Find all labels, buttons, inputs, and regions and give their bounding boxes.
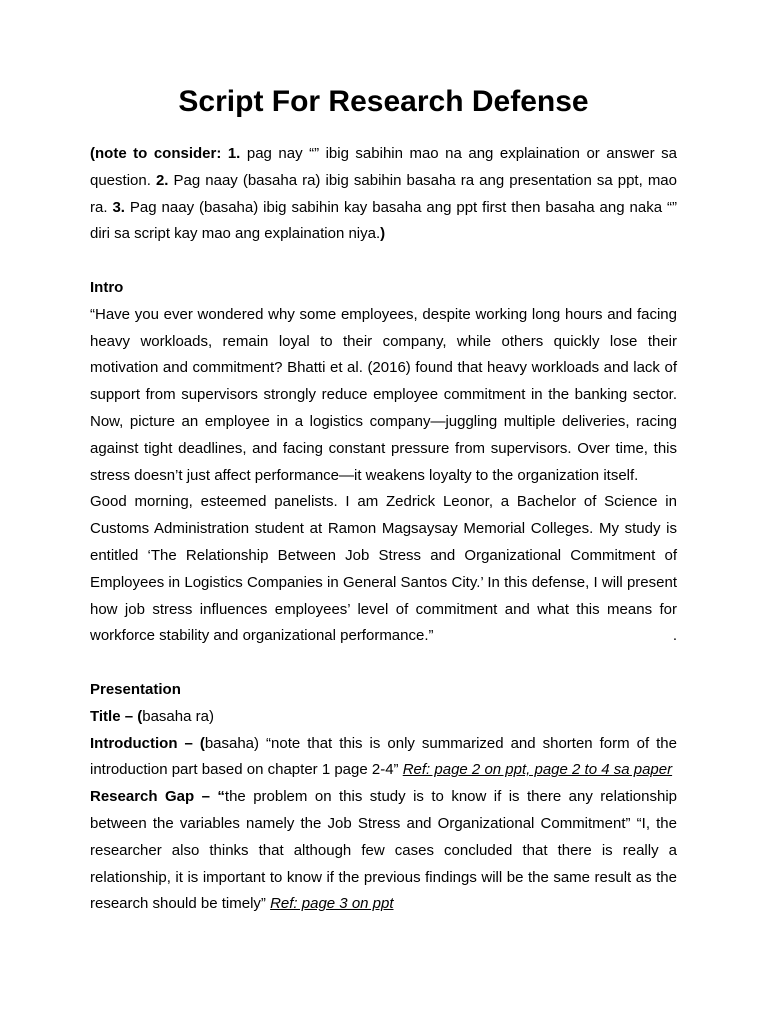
intro-paragraph-2-text: Good morning, esteemed panelists. I am Zedrick Leonor, a Bachelor of Science in Customs Administration student at Ramon Magsaysay Memorial Colleges. My study is entitled ‘The Relationship Between Job Stress and Organizational Commitment of Employees in Logistics Companies in General Santos City.’ In this defense, I will present how job stress influences employees’ level of commitment and what this means for workforce stability and organizational performance.” [90, 493, 677, 645]
title-text: basaha ra) [142, 707, 214, 725]
spacer [90, 650, 677, 677]
spacer [90, 248, 677, 275]
research-gap-ref: Ref: page 3 on ppt [270, 895, 394, 913]
note-lead: (note to consider: 1. [90, 145, 241, 162]
note-paragraph [90, 141, 677, 248]
note-text-3: Pag naay (basaha) ibig sabihin kay basaha ang ppt first then basaha ang naka “” diri sa script kay mao ang explaination niya. [90, 198, 677, 243]
presentation-heading: Presentation [90, 680, 181, 698]
research-gap-label: Research Gap – “ [90, 788, 225, 806]
presentation-introduction [90, 731, 677, 785]
presentation-research-gap [90, 784, 677, 918]
note-number-3: 3. [112, 198, 125, 216]
spacer [90, 116, 677, 141]
intro-paragraph-1: “Have you ever wondered why some employees, despite working long hours and facing heavy workloads, remain loyal to their company, while others quickly lose their motivation and commitment? Bhatti et al. (2016) found that heavy workloads and lack of support from supervisors strongly reduce employee commitment in the banking sector. Now, picture an employee in a logistics company—juggling multiple deliveries, racing against tight deadlines, and facing constant pressure from supervisors. Over time, this stress doesn’t just affect performance—it weakens loyalty to the organization itself. [90, 305, 677, 484]
title-label: Title – ( [90, 707, 143, 725]
research-gap-text: the problem on this study is to know if is there any relationship between the variables namely the Job Stress and Organizational Commitment” “I, the researcher also thinks that although few cases concluded that there is really a relationship, it is important to know if the previous findings will be the same result as the research should be timely” [90, 788, 677, 913]
note-text-1: pag nay “” ibig sabihin mao na ang explaination or answer sa question. [90, 145, 677, 189]
note-close: ) [380, 225, 386, 243]
introduction-ref: Ref: page 2 on ppt, page 2 to 4 sa paper [402, 761, 673, 779]
presentation-title-line [90, 704, 677, 731]
introduction-label: Introduction – ( [90, 734, 205, 752]
note-text-2: Pag naay (basaha ra) ibig sabihin basaha ra ang presentation sa ppt, mao ra. [90, 171, 677, 216]
document-page [90, 85, 677, 918]
intro-heading: Intro [90, 278, 124, 296]
trailing-dot: . [672, 627, 677, 645]
intro-paragraph-2 [90, 489, 677, 650]
note-number-2: 2. [155, 171, 169, 189]
introduction-text: basaha) “note that this is only summarized and shorten form of the introduction part based on chapter 1 page 2-4” [90, 734, 677, 779]
document-title: Script For Research Defense [178, 85, 589, 118]
